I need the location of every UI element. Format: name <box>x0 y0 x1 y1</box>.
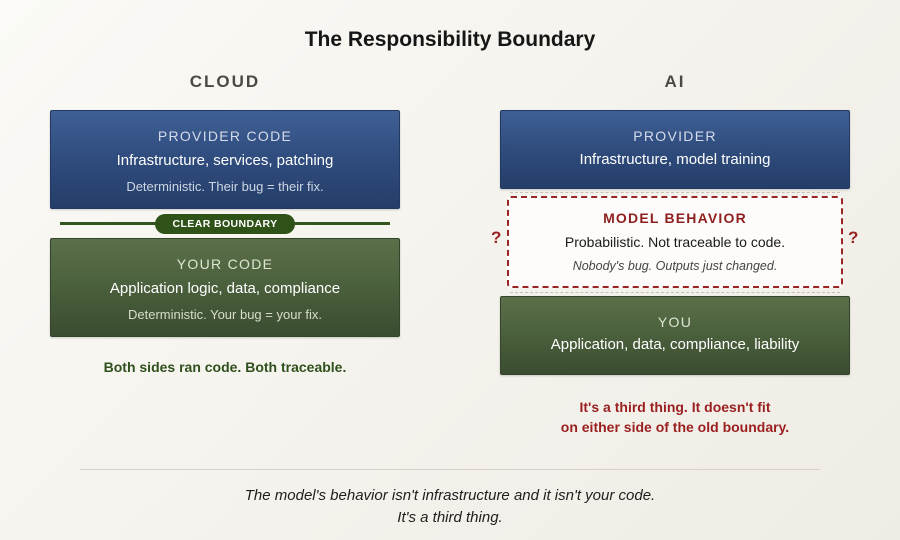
cloud-heading: CLOUD <box>189 72 261 91</box>
diagram-title: The Responsibility Boundary <box>304 28 596 51</box>
ai-you-main: Application, data, compliance, liability <box>550 336 800 353</box>
model-behavior-label: MODEL BEHAVIOR <box>603 210 747 226</box>
ai-heading: AI <box>664 72 686 91</box>
model-behavior-box <box>507 196 843 288</box>
ai-provider-label: PROVIDER <box>633 128 717 144</box>
right-question-mark: ? <box>848 228 859 247</box>
left-question-mark: ? <box>491 228 502 247</box>
upper-dashed-separator <box>510 192 840 193</box>
cloud-provider-label: PROVIDER CODE <box>157 128 293 144</box>
footer-note <box>0 485 900 529</box>
cloud-caption: Both sides ran code. Both traceable. <box>103 359 347 375</box>
cloud-provider-box <box>50 110 400 209</box>
cloud-your-code-sub: Deterministic. Your bug = your fix. <box>127 307 322 322</box>
footer-line-2: It's a third thing. <box>397 509 503 526</box>
cloud-your-code-main: Application logic, data, compliance <box>109 280 341 297</box>
clear-boundary-badge: CLEAR BOUNDARY <box>155 214 295 234</box>
cloud-your-code-box <box>50 238 400 337</box>
footer-line-1: The model's behavior isn't infrastructure and it isn't your code. <box>244 487 656 504</box>
model-behavior-main: Probabilistic. Not traceable to code. <box>564 234 786 250</box>
ai-provider-box <box>500 110 850 189</box>
cloud-provider-main: Infrastructure, services, patching <box>116 152 334 169</box>
ai-you-label: YOU <box>657 314 693 330</box>
model-behavior-sub: Nobody's bug. Outputs just changed. <box>572 259 778 273</box>
cloud-provider-sub: Deterministic. Their bug = their fix. <box>126 179 324 194</box>
ai-caption <box>500 397 850 437</box>
footer-divider <box>80 469 820 470</box>
cloud-your-code-label: YOUR CODE <box>176 256 274 272</box>
lower-dashed-separator <box>510 292 840 293</box>
ai-you-box <box>500 296 850 375</box>
ai-caption-line-1: It's a third thing. It doesn't fit <box>579 399 771 415</box>
ai-provider-main: Infrastructure, model training <box>579 151 771 168</box>
ai-caption-line-2: on either side of the old boundary. <box>560 419 790 435</box>
